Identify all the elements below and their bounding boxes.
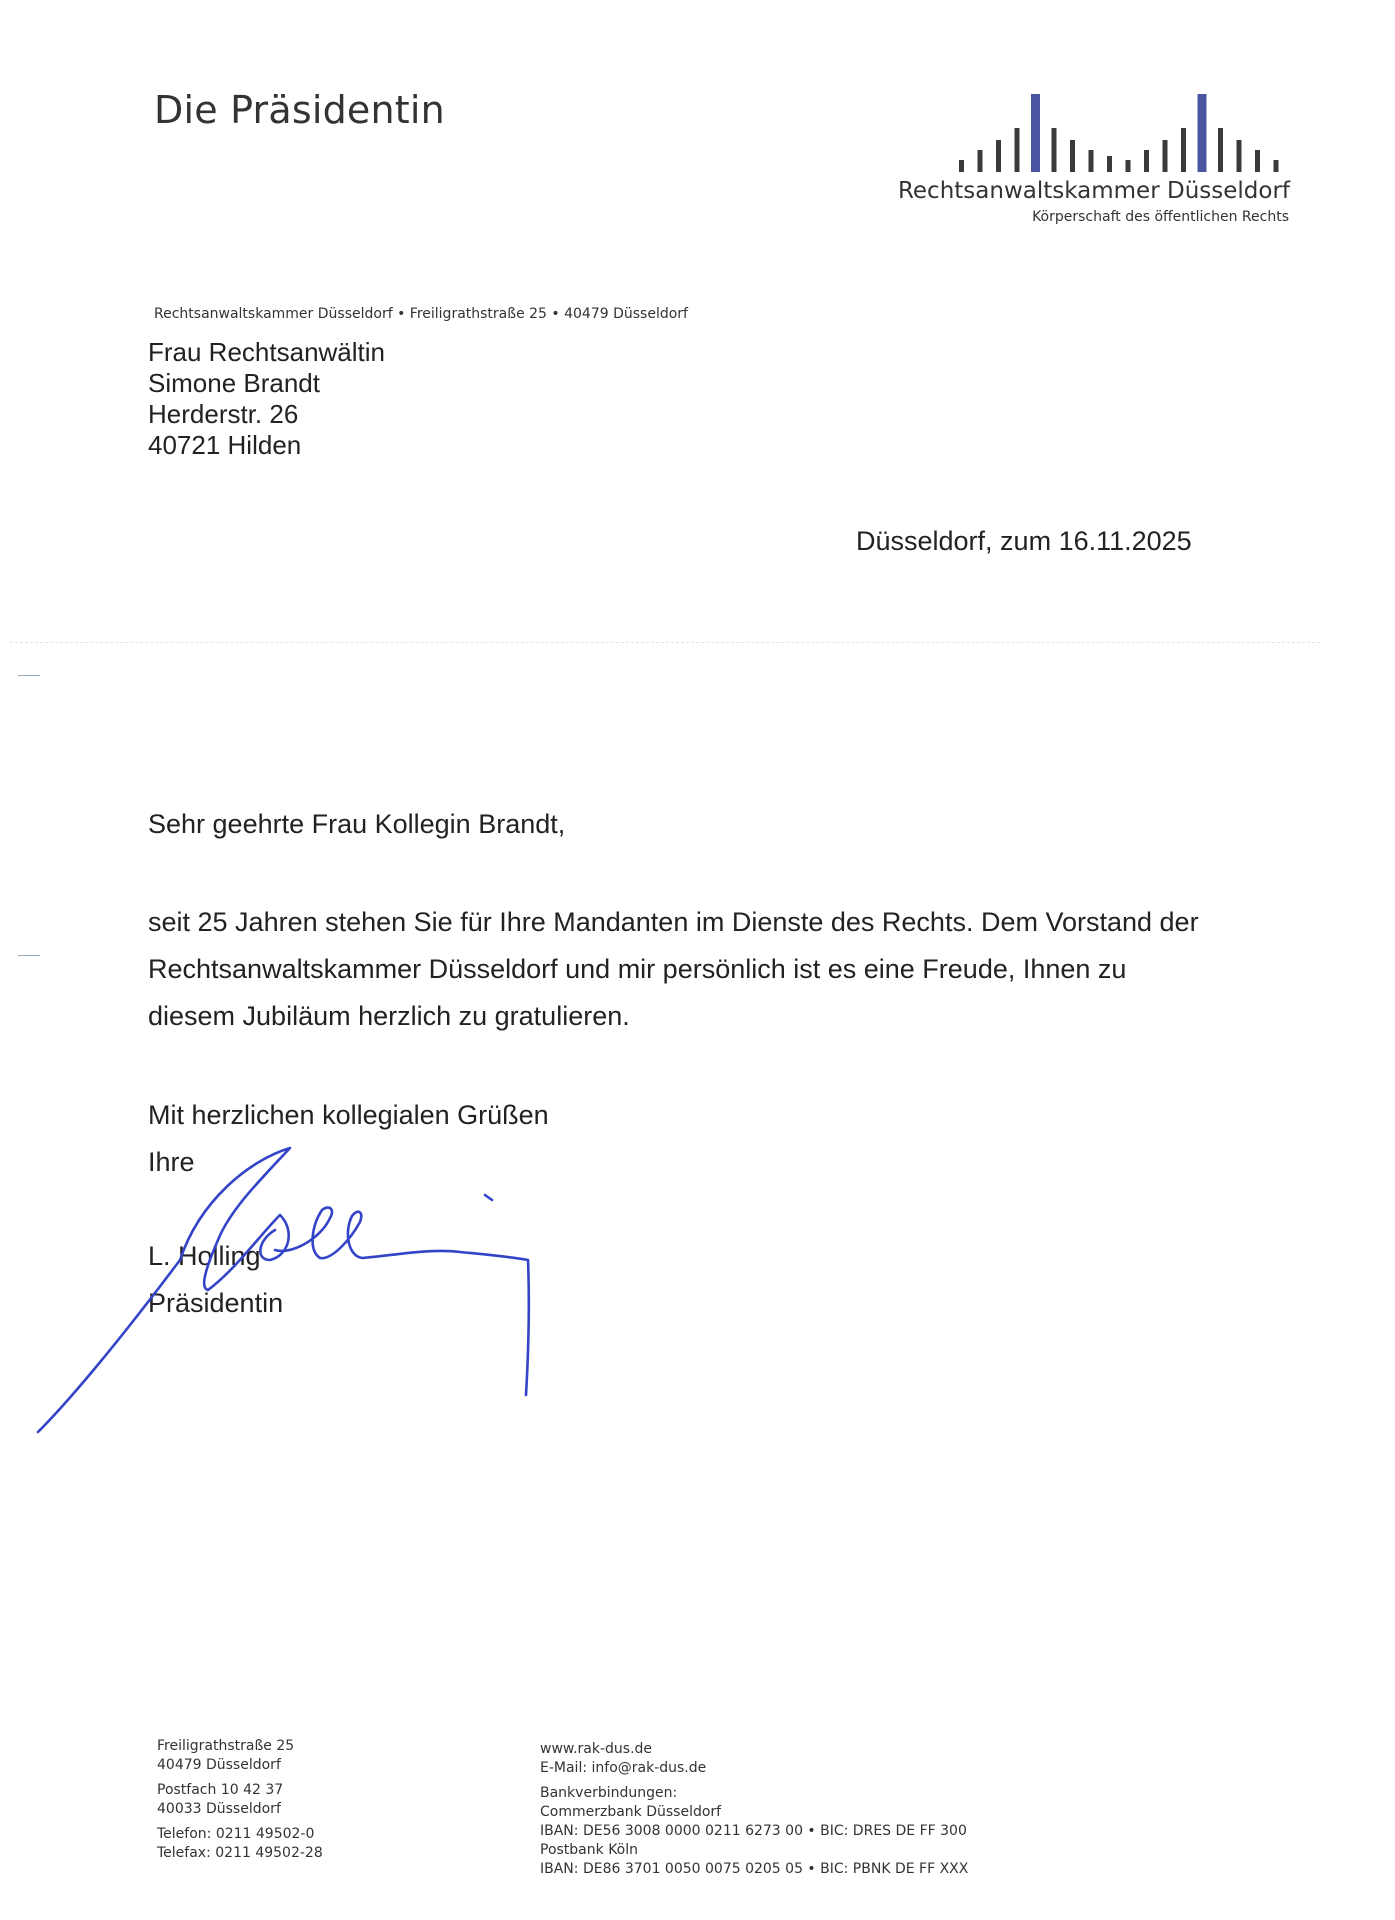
letter-heading: Die Präsidentin (154, 88, 445, 132)
footer-phone: Telefon: 0211 49502-0 (157, 1826, 315, 1842)
logo-bar (1181, 128, 1186, 172)
salutation: Sehr geehrte Frau Kollegin Brandt, (148, 809, 566, 839)
logo-bar (996, 140, 1001, 172)
logo-bar (1015, 128, 1020, 172)
logo-bar (1274, 160, 1279, 172)
logo-bar (1163, 140, 1168, 172)
org-name: Rechtsanwaltskammer Düsseldorf (897, 178, 1290, 204)
logo-bar (959, 160, 964, 172)
footer-bank1-name: Commerzbank Düsseldorf (540, 1804, 722, 1820)
footer-pobox-city: 40033 Düsseldorf (157, 1801, 281, 1817)
logo-bar (1089, 150, 1094, 172)
logo-bar (1218, 128, 1223, 172)
recipient-street: Herderstr. 26 (148, 399, 299, 429)
footer-street: Freiligrathstraße 25 (157, 1738, 295, 1754)
handwritten-signature (30, 1140, 540, 1440)
logo-bar (1052, 128, 1057, 172)
punch-mark (18, 955, 40, 956)
logo-bar (1237, 140, 1242, 172)
footer-fax: Telefax: 0211 49502-28 (157, 1845, 323, 1861)
footer-bank2-iban: IBAN: DE86 3701 0050 0075 0205 05 • BIC: PBNK DE FF XXX (540, 1861, 969, 1877)
closing-greeting: Mit herzlichen kollegialen Grüßen (148, 1100, 549, 1130)
date-line: Düsseldorf, zum 16.11.2025 (856, 526, 1192, 556)
logo-bar (978, 150, 983, 172)
footer-bank1-iban: IBAN: DE56 3008 0000 0211 6273 00 • BIC: DRES DE FF 300 (540, 1823, 967, 1839)
footer-pobox: Postfach 10 42 37 (157, 1782, 284, 1798)
footer-bank-heading: Bankverbindungen: (540, 1785, 678, 1801)
footer-city: 40479 Düsseldorf (157, 1757, 281, 1773)
logo-bar (1107, 156, 1112, 172)
recipient-name: Simone Brandt (148, 368, 320, 398)
signer-title: Präsidentin (148, 1288, 284, 1318)
logo-bar (1070, 140, 1075, 172)
logo-bar (1255, 150, 1260, 172)
chamber-logo (955, 92, 1295, 174)
sender-return-address: Rechtsanwaltskammer Düsseldorf • Freiligrathstraße 25 • 40479 Düsseldorf (154, 306, 688, 322)
logo-accent-bar (1198, 94, 1207, 172)
recipient-city: 40721 Hilden (148, 430, 302, 460)
footer-website: www.rak-dus.de (540, 1741, 653, 1757)
footer-address (157, 1737, 323, 1863)
footer-email: E-Mail: info@rak-dus.de (540, 1760, 707, 1776)
recipient-title: Frau Rechtsanwältin (148, 337, 385, 367)
footer-bank2-name: Postbank Köln (540, 1842, 638, 1858)
logo-bar (1126, 160, 1131, 172)
org-subtitle: Körperschaft des öffentlichen Rechts (1032, 209, 1289, 225)
logo-bar (1144, 150, 1149, 172)
signer-name: L. Holling (148, 1241, 261, 1271)
fold-rule (10, 642, 1320, 643)
body-paragraph: seit 25 Jahren stehen Sie für Ihre Mandanten im Dienste des Rechts. Dem Vorstand der Rechtsanwaltskammer Düsseldorf und mir persönlich ist es eine Freude, Ihnen zu diesem Jubiläum herzlich zu gratulieren. (148, 907, 1199, 1031)
fold-mark (18, 675, 40, 676)
closing-pronoun: Ihre (148, 1147, 195, 1177)
logo-accent-bar (1031, 94, 1040, 172)
recipient-address (148, 337, 385, 461)
footer-contact (540, 1740, 968, 1879)
